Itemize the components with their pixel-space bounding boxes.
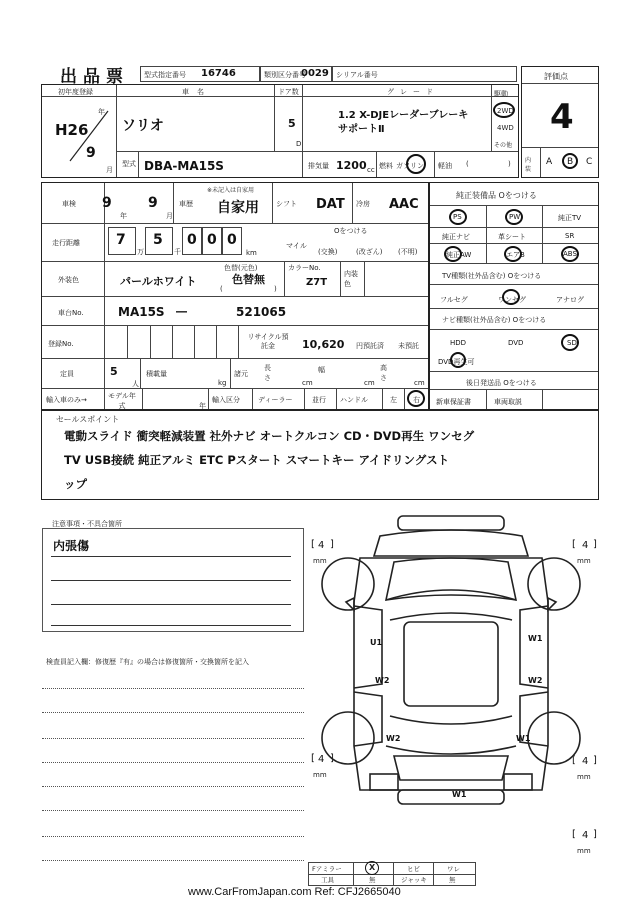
- navi-sd: SD: [567, 339, 577, 347]
- color-number: Z7T: [306, 277, 328, 288]
- color-change: 色替無: [232, 273, 265, 286]
- equip-leather: 革シート: [498, 233, 526, 241]
- mileage-digit-4: 0: [207, 232, 217, 248]
- sales-line-3: ップ: [64, 477, 87, 491]
- tv-oneseg: ワンセグ: [498, 296, 526, 304]
- pw-circle: [505, 209, 523, 225]
- tire-front-right: 4: [582, 540, 589, 551]
- drive-4wd: 4WD: [497, 124, 514, 132]
- displacement: 1200: [336, 159, 367, 172]
- tire-rear-left: 4: [318, 754, 325, 765]
- handle-right-circle: [407, 390, 425, 407]
- capacity: 5: [110, 365, 118, 378]
- damage-u1: U1: [370, 638, 383, 647]
- equip-pw: PW: [509, 213, 521, 221]
- chassis-prefix: MA15S: [118, 305, 165, 319]
- mileage-digit-5: 0: [227, 232, 237, 248]
- aw-circle: [444, 246, 462, 262]
- drive-other: その他: [494, 142, 513, 149]
- equip-abs: ABS: [563, 250, 577, 258]
- first-reg-month: 9: [86, 145, 96, 161]
- type-number-cell: 型式指定番号 16746: [140, 66, 260, 82]
- equip-navi: 純正ナビ: [442, 233, 470, 241]
- mileage-digit-3: 0: [187, 232, 197, 248]
- airbag-circle: [504, 246, 522, 262]
- tire-spare: 4: [582, 830, 589, 841]
- class-number-value: 0029: [301, 68, 329, 79]
- form-title: 出品票: [60, 67, 129, 87]
- tv-fullseg: フルセグ: [440, 296, 468, 304]
- sales-points-block: セールスポイント 電動スライド 衝突軽減装置 社外ナビ オートクルコン CD・DVD再生 ワンセグ TV USB接続 純正アルミ ETC Pスタート スマートキー アイドリングスト ップ: [41, 410, 599, 500]
- navi-dvd: DVD: [508, 339, 524, 347]
- mileage-digit-1: 7: [116, 232, 126, 248]
- dvd-circle: [450, 352, 466, 368]
- equip-ps: PS: [453, 213, 462, 221]
- interior-grade-c: C: [586, 157, 593, 167]
- damage-w1-right-bottom: W1: [516, 734, 531, 743]
- interior-grade-a: A: [546, 157, 553, 167]
- sales-line-2: TV USB接続 純正アルミ ETC Pスタート スマートキー アイドリングスト: [64, 453, 450, 467]
- dvd-playback: DVD再生可: [438, 358, 475, 366]
- serial-number-cell: シリアル番号: [332, 66, 517, 82]
- fuel-circle: [406, 154, 426, 174]
- damage-w2-left: W2: [375, 676, 390, 685]
- transmission: DAT: [316, 197, 345, 212]
- equipment-block: 純正装備品 Oをつける PS PW 純正TV 純正ナビ 革シート SR 純正AW エアB ABS TV種類(社外品含む) Oをつける フルセグ ワンセグ アナログ ナビ種類(社外品含む) Oをつける HDD DVD SD DVD再生可 後日発送品 Oをつける 新車保証書 車両取説: [429, 182, 599, 410]
- doc-manual: 車両取説: [494, 398, 522, 406]
- type-number-value: 16746: [201, 68, 236, 79]
- doc-warranty: 新車保証書: [436, 398, 471, 406]
- score-box: 評価点 4 内装 A B C: [521, 66, 599, 178]
- damage-w1-right-top: W1: [528, 634, 543, 643]
- tire-front-left: 4: [318, 540, 325, 551]
- interior-grade-circle: [562, 153, 578, 169]
- notes-line-1: 内張傷: [53, 539, 90, 553]
- equipment-legend: Fアミラー X ヒビ ワレ 工具 無 ジャッキ 無: [308, 862, 476, 886]
- detail-block: 車検 9 年 9 月 車歴 ※未記入は自家用 自家用 シフト DAT 冷房 AAC 走行距離 7 万 5 千 0 0 0 km マイル Oをつける (交換) (改ざん) (不明) 外装色 パールホワイト 色替(元色) 色替無 ( ) カラーNo. Z7T 内装色 車台No. MA15S ― 521065 登録No. リサイクル預託金 10,620 円預託済 未預託 定員 5 人 積載量 kg 諸元 長さ cm 幅 cm 高さ cm 輸入車のみ→ モデル年式 年 輸入区分 ディーラー 並行 ハンドル 左 右: [41, 182, 429, 410]
- car-name: ソリオ: [122, 118, 164, 134]
- meter-option-exchanged: (交換): [318, 248, 338, 256]
- meter-option-tampered: (改ざん): [356, 248, 383, 256]
- class-number-cell: 類別区分番号 0029: [260, 66, 332, 82]
- footer-watermark: www.CarFromJapan.com Ref: CFJ2665040: [188, 886, 401, 898]
- chassis-number: 521065: [236, 305, 287, 319]
- equip-airbag: エアB: [506, 251, 525, 259]
- tv-analog: アナログ: [556, 296, 584, 304]
- score-value: 4: [550, 97, 574, 137]
- ps-circle: [449, 209, 467, 225]
- chassis-dash: ―: [176, 305, 187, 318]
- model-code: DBA-MA15S: [144, 159, 224, 173]
- interior-grade-b: B: [567, 157, 574, 167]
- damage-w1-bottom: W1: [452, 790, 467, 799]
- air-conditioning: AAC: [389, 197, 419, 212]
- oneseg-circle: [502, 289, 520, 305]
- car-damage-diagram: [320, 510, 582, 830]
- door-count: 5: [288, 117, 296, 130]
- vehicle-summary-block: 初年度登録 H26 年 9 月 車名 ソリオ ドア数 5 D グレード 1.2 X-DJEレーダーブレーキサポートⅡ 駆動 2WD 4WD その他 型式 DBA-MA15S 排気量 1200 cc 燃料 ガソリン 軽油 ( ): [41, 84, 519, 178]
- fuel-gasoline: ガソリン: [396, 162, 424, 170]
- grade-text: 1.2 X-DJEレーダーブレーキサポートⅡ: [338, 110, 469, 135]
- abs-circle: [561, 246, 579, 262]
- drive-2wd: 2WD: [497, 107, 514, 115]
- exterior-color: パールホワイト: [120, 275, 197, 288]
- navi-hdd: HDD: [450, 339, 467, 347]
- damage-w2-left-lower: W2: [386, 734, 401, 743]
- mileage-digit-2: 5: [153, 232, 163, 248]
- drive-circle: [493, 102, 515, 118]
- notes-box: [42, 528, 304, 632]
- sd-circle: [561, 334, 579, 351]
- equip-tv: 純正TV: [558, 214, 582, 222]
- usage-type: 自家用: [217, 200, 259, 216]
- inspection-year: 9: [102, 195, 112, 211]
- damage-w2-right: W2: [528, 676, 543, 685]
- inspector-note: 検査員記入欄：修復歴『有』の場合は修復箇所・交換箇所を記入: [46, 658, 249, 666]
- equip-sr: SR: [565, 232, 575, 240]
- recycle-amount: 10,620: [302, 338, 345, 351]
- notes-label: 注意事項・不具合箇所: [52, 520, 122, 528]
- inspection-month: 9: [148, 195, 158, 211]
- first-reg-year: H26: [55, 121, 89, 139]
- meter-option-unknown: (不明): [398, 248, 418, 256]
- sales-line-1: 電動スライド 衝突軽減装置 社外ナビ オートクルコン CD・DVD再生 ワンセグ: [64, 429, 475, 443]
- tire-rear-right: 4: [582, 756, 589, 767]
- equip-aw: 純正AW: [446, 251, 472, 259]
